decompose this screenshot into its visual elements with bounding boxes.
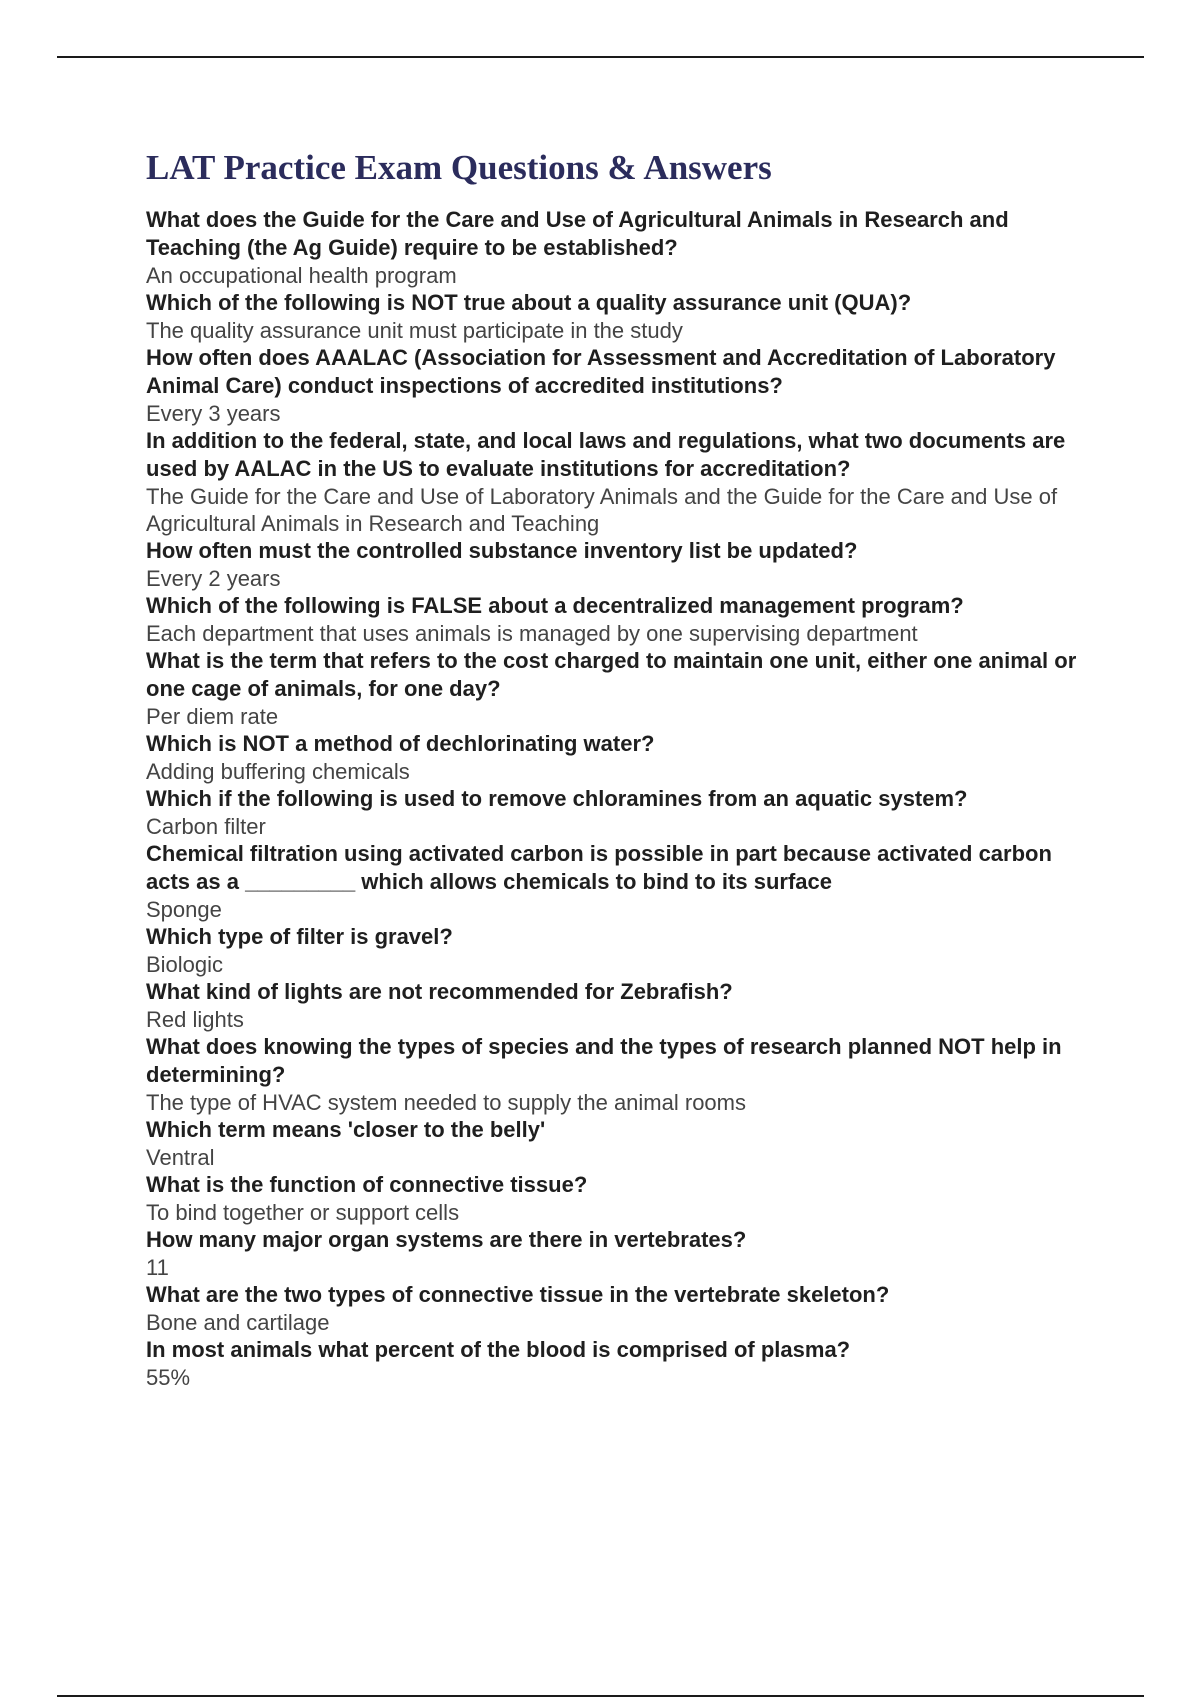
qa-item bbox=[146, 840, 1086, 923]
question-text: Which of the following is FALSE about a decentralized management program? bbox=[146, 593, 964, 618]
qa-list bbox=[146, 206, 1086, 1391]
page-title: LAT Practice Exam Questions & Answers bbox=[146, 148, 772, 187]
question-text: Which if the following is used to remove chloramines from an aquatic system? bbox=[146, 786, 968, 811]
answer-text: To bind together or support cells bbox=[146, 1200, 460, 1225]
answer-text: The Guide for the Care and Use of Laboratory Animals and the Guide for the Care and Use of Agricultural Animals in Research and Teaching bbox=[146, 484, 1058, 536]
qa-item bbox=[146, 785, 1086, 840]
question-text: In addition to the federal, state, and local laws and regulations, what two documents are used by AALAC in the US to evaluate institutions for accreditation? bbox=[146, 428, 1066, 481]
question-text: What does knowing the types of species and the types of research planned NOT help in determining? bbox=[146, 1034, 1062, 1087]
answer-text: Every 2 years bbox=[146, 566, 281, 591]
qa-item bbox=[146, 206, 1086, 289]
qa-item bbox=[146, 344, 1086, 427]
answer-text: Adding buffering chemicals bbox=[146, 759, 410, 784]
answer-text: Every 3 years bbox=[146, 401, 281, 426]
question-text: What kind of lights are not recommended for Zebrafish? bbox=[146, 979, 733, 1004]
question-text: How many major organ systems are there in vertebrates? bbox=[146, 1227, 747, 1252]
answer-text: Sponge bbox=[146, 897, 222, 922]
answer-text: The type of HVAC system needed to supply the animal rooms bbox=[146, 1090, 746, 1115]
answer-text: Carbon filter bbox=[146, 814, 266, 839]
question-text: How often must the controlled substance inventory list be updated? bbox=[146, 538, 858, 563]
question-text: Which type of filter is gravel? bbox=[146, 924, 453, 949]
qa-item bbox=[146, 978, 1086, 1033]
answer-text: Each department that uses animals is managed by one supervising department bbox=[146, 621, 918, 646]
qa-item bbox=[146, 1033, 1086, 1116]
footer-rule bbox=[57, 1695, 1144, 1697]
header-rule bbox=[57, 56, 1144, 58]
qa-item bbox=[146, 1226, 1086, 1281]
qa-item bbox=[146, 1171, 1086, 1226]
answer-text: Biologic bbox=[146, 952, 224, 977]
qa-item bbox=[146, 1336, 1086, 1391]
qa-item bbox=[146, 730, 1086, 785]
qa-item bbox=[146, 427, 1086, 537]
answer-text: An occupational health program bbox=[146, 263, 457, 288]
qa-item bbox=[146, 923, 1086, 978]
answer-text: 55% bbox=[146, 1365, 191, 1390]
qa-item bbox=[146, 592, 1086, 647]
qa-item bbox=[146, 537, 1086, 592]
answer-text: Ventral bbox=[146, 1145, 215, 1170]
qa-item bbox=[146, 647, 1086, 730]
answer-text: Red lights bbox=[146, 1007, 244, 1032]
qa-item bbox=[146, 289, 1086, 344]
question-text: In most animals what percent of the blood is comprised of plasma? bbox=[146, 1337, 851, 1362]
question-text: What is the term that refers to the cost charged to maintain one unit, either one animal or one cage of animals, for one day? bbox=[146, 648, 1077, 701]
question-text: How often does AAALAC (Association for Assessment and Accreditation of Laboratory Animal Care) conduct inspections of accredited institutions? bbox=[146, 345, 1056, 398]
qa-item bbox=[146, 1116, 1086, 1171]
question-text: What does the Guide for the Care and Use of Agricultural Animals in Research and Teaching (the Ag Guide) require to be established? bbox=[146, 207, 1009, 260]
answer-text: The quality assurance unit must participate in the study bbox=[146, 318, 683, 343]
document-page bbox=[146, 142, 1086, 1391]
answer-text: Per diem rate bbox=[146, 704, 279, 729]
question-text: Which is NOT a method of dechlorinating water? bbox=[146, 731, 655, 756]
qa-item bbox=[146, 1281, 1086, 1336]
question-text: Which term means 'closer to the belly' bbox=[146, 1117, 546, 1142]
answer-text: Bone and cartilage bbox=[146, 1310, 330, 1335]
question-text: What are the two types of connective tissue in the vertebrate skeleton? bbox=[146, 1282, 890, 1307]
question-text: Chemical filtration using activated carbon is possible in part because activated carbon acts as a _________ which allows chemicals to bind to its surface bbox=[146, 841, 1052, 894]
question-text: What is the function of connective tissue? bbox=[146, 1172, 588, 1197]
answer-text: 11 bbox=[146, 1255, 169, 1280]
question-text: Which of the following is NOT true about a quality assurance unit (QUA)? bbox=[146, 290, 912, 315]
